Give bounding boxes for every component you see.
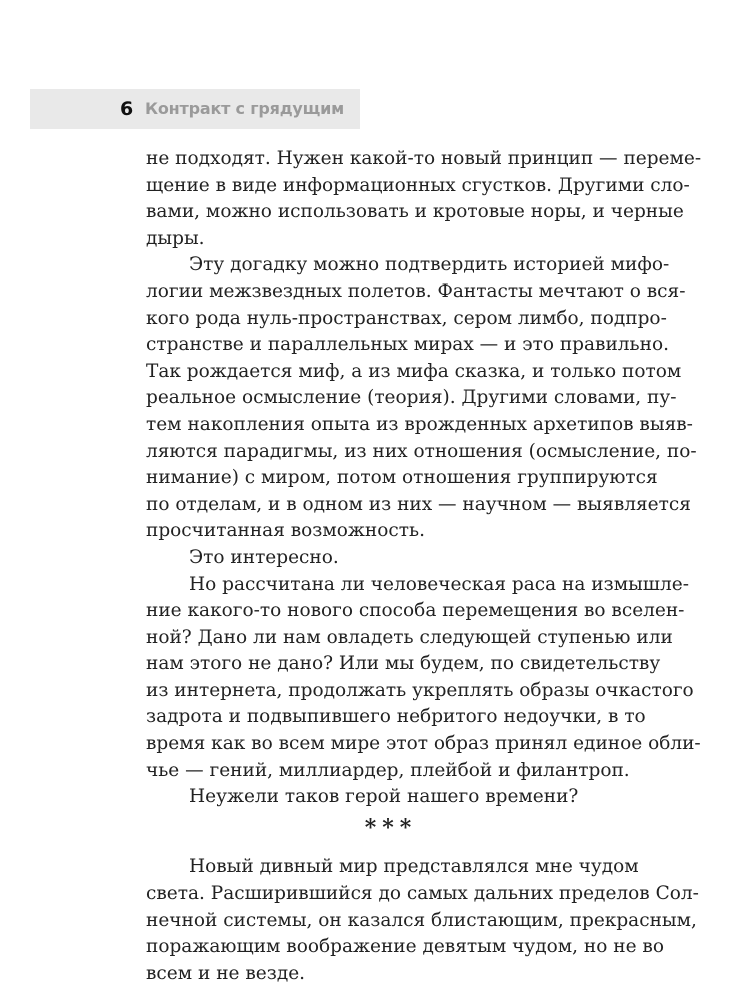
body-text — [146, 146, 702, 987]
text-line: ляются парадигмы, из них отношения (осмысление, по- — [146, 440, 697, 462]
text-line: Так рождается миф, а из мифа сказка, и только потом — [146, 360, 682, 382]
text-line: Но рассчитана ли человеческая раса на измышле- — [189, 573, 689, 595]
text-line: реальное осмысление (теория). Другими словами, пу- — [146, 387, 677, 409]
text-line: всем и не везде. — [146, 962, 306, 984]
section-separator: *** — [364, 814, 418, 841]
text-line: поражающим воображение девятым чудом, но не во — [146, 936, 664, 958]
text-line: вами, можно использовать и кротовые норы, и черные — [146, 201, 684, 223]
running-title: Контракт с грядущим — [145, 99, 345, 118]
text-line: ной? Дано ли нам овладеть следующей ступенью или — [146, 626, 673, 648]
text-line: щение в виде информационных сгустков. Другими сло- — [146, 174, 690, 196]
text-line: не подходят. Нужен какой-то новый принцип — переме- — [146, 148, 702, 169]
text-line: странстве и параллельных мирах — и это правильно. — [146, 334, 669, 356]
text-line: дыры. — [146, 227, 205, 249]
text-line: нам этого не дано? Или мы будем, по свидетельству — [146, 653, 661, 675]
text-line: по отделам, и в одном из них — научном — выявляется — [146, 493, 691, 515]
text-line: задрота и подвыпившего небритого недоучки, в то — [146, 706, 646, 728]
text-line: Это интересно. — [189, 546, 339, 568]
text-line: света. Расширившийся до самых дальних пределов Сол- — [146, 883, 699, 905]
text-line: чье — гений, миллиардер, плейбой и филантроп. — [146, 759, 630, 781]
text-line: Эту догадку можно подтвердить историей мифо- — [189, 254, 670, 276]
text-line: нимание) с миром, потом отношения группируются — [146, 467, 658, 489]
page-number: 6 — [120, 98, 134, 120]
text-line: Неужели таков герой нашего времени? — [189, 786, 579, 808]
text-line: кого рода нуль-пространствах, сером лимбо, подпро- — [146, 307, 667, 329]
text-line: логии межзвездных полетов. Фантасты мечтают о вся- — [146, 280, 686, 302]
text-line: ние какого-то нового способа перемещения во вселен- — [146, 600, 685, 622]
text-line: время как во всем мире этот образ принял единое обли- — [146, 733, 701, 755]
text-line: из интернета, продолжать укреплять образы очкастого — [146, 679, 694, 701]
text-line: просчитанная возможность. — [146, 520, 425, 542]
text-line: тем накопления опыта из врожденных архетипов выяв- — [146, 413, 693, 435]
text-line: нечной системы, он казался блистающим, прекрасным, — [146, 909, 697, 931]
text-line: Новый дивный мир представлялся мне чудом — [189, 856, 639, 878]
